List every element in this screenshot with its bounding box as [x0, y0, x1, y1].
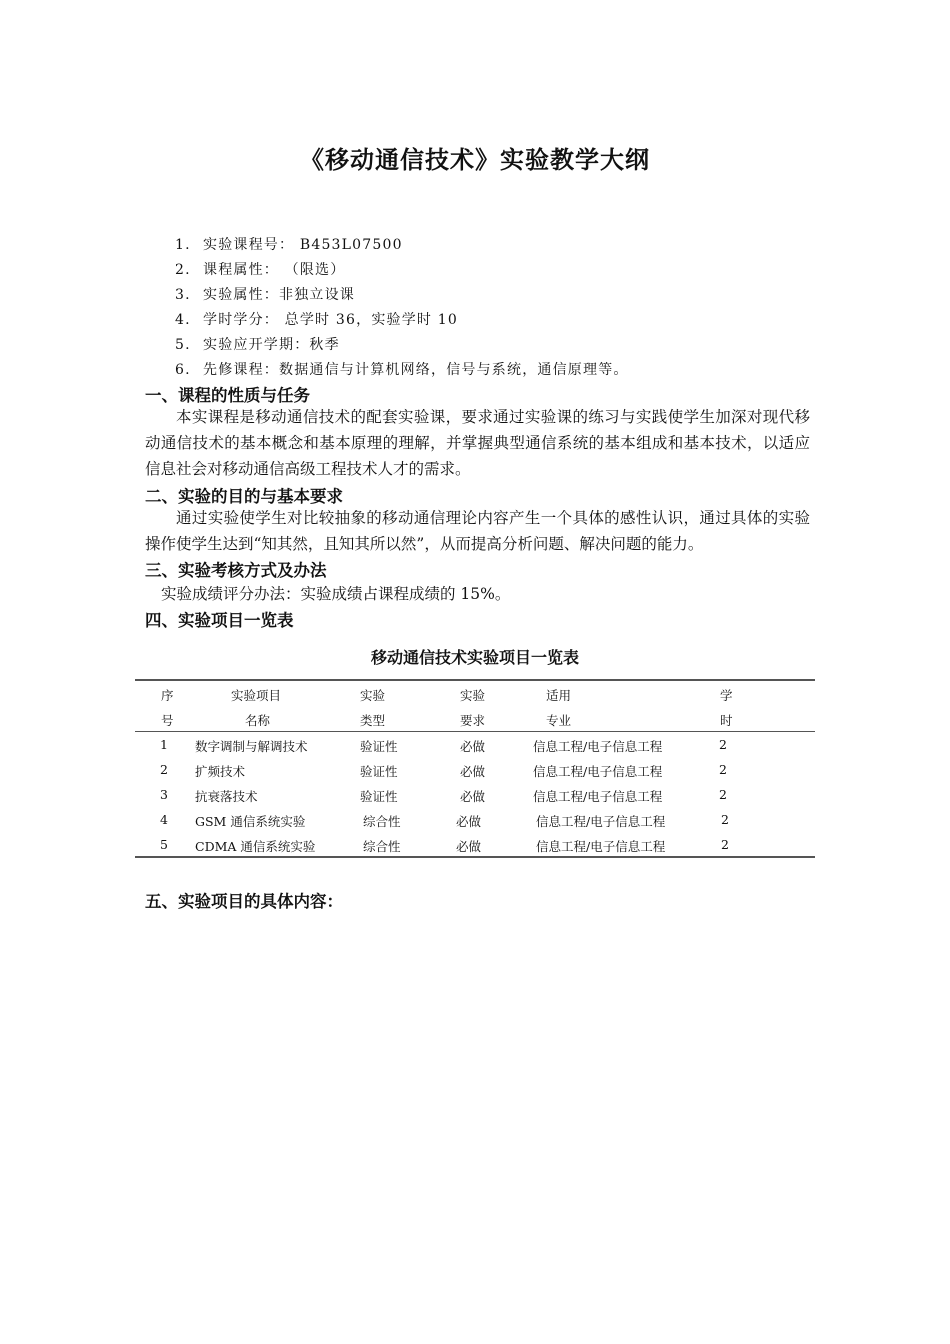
section-heading-assessment: 三、实验考核方式及办法: [145, 561, 327, 580]
info-number: 3.: [175, 287, 191, 303]
cell-requirement: 必做: [460, 764, 486, 779]
cell-type: 综合性: [363, 814, 401, 829]
header-cell-top: 序: [161, 688, 174, 703]
cell-index: 1: [160, 737, 168, 752]
cell-major: 信息工程/电子信息工程: [536, 839, 666, 854]
info-number: 6.: [175, 362, 191, 378]
header-cell-top: 实验: [460, 688, 486, 703]
table-top-rule: [135, 679, 815, 681]
info-item-prerequisites: [175, 359, 629, 379]
section-body-assessment: 实验成绩评分办法：实验成绩占课程成绩的 15%。: [161, 585, 511, 603]
cell-project-name: 抗衰落技术: [195, 789, 258, 804]
cell-project-name: CDMA 通信系统实验: [195, 839, 316, 854]
cell-index: 5: [160, 837, 168, 852]
cell-major: 信息工程/电子信息工程: [533, 764, 663, 779]
cell-requirement: 必做: [460, 739, 486, 754]
cell-index: 3: [160, 787, 168, 802]
section-body-objectives: 通过实验使学生对比较抽象的移动通信理论内容产生一个具体的感性认识，通过具体的实验操作使学生达到“知其然，且知其所以然”，从而提高分析问题、解决问题的能力。: [145, 509, 810, 553]
info-number: 4.: [175, 312, 191, 328]
table-bottom-rule: [135, 856, 815, 858]
info-text: 先修课程：数据通信与计算机网络，信号与系统，通信原理等。: [203, 362, 629, 378]
cell-index: 2: [160, 762, 168, 777]
header-cell-bottom: 专业: [546, 713, 572, 728]
section-heading-nature: 一、课程的性质与任务: [145, 386, 310, 405]
section-heading-objectives: 二、实验的目的与基本要求: [145, 487, 343, 506]
info-text: 学时学分： 总学时 36，实验学时 10: [203, 312, 458, 328]
header-cell-bottom: 时: [720, 713, 733, 728]
section-heading-project-list: 四、实验项目一览表: [145, 611, 294, 630]
cell-type: 验证性: [360, 789, 398, 804]
cell-requirement: 必做: [460, 789, 486, 804]
header-cell-bottom: 类型: [360, 713, 386, 728]
header-cell-top: 学: [720, 688, 733, 703]
cell-hours: 2: [721, 837, 729, 852]
table-header-rule: [135, 731, 815, 732]
cell-hours: 2: [719, 762, 727, 777]
cell-hours: 2: [719, 787, 727, 802]
header-cell-bottom: 要求: [460, 713, 486, 728]
info-item-lab-attribute: [175, 284, 355, 304]
header-cell-bottom: 号: [161, 713, 174, 728]
section-body-nature: 本实课程是移动通信技术的配套实验课，要求通过实验课的练习与实践使学生加深对现代移动通信技术的基本概念和基本原理的理解，并掌握典型通信系统的基本组成和基本技术，以适应信息社会对移动通信高级工程技术人才的需求。: [145, 408, 810, 478]
cell-type: 验证性: [360, 739, 398, 754]
info-item-semester: [175, 334, 340, 354]
table-caption: 移动通信技术实验项目一览表: [370, 648, 579, 667]
header-cell-bottom: 名称: [245, 713, 271, 728]
cell-project-name: GSM 通信系统实验: [195, 814, 306, 829]
cell-type: 验证性: [360, 764, 398, 779]
info-number: 1.: [175, 237, 191, 253]
header-cell-top: 适用: [546, 688, 572, 703]
info-text: 实验课程号： B453L07500: [203, 237, 403, 253]
header-cell-top: 实验: [360, 688, 386, 703]
cell-major: 信息工程/电子信息工程: [533, 739, 663, 754]
section-heading-project-details: 五、实验项目的具体内容：: [145, 892, 343, 911]
cell-project-name: 数字调制与解调技术: [195, 739, 308, 754]
cell-hours: 2: [719, 737, 727, 752]
info-text: 课程属性： （限选）: [203, 262, 346, 278]
info-item-hours-credits: [175, 309, 458, 329]
info-text: 实验属性：非独立设课: [203, 287, 355, 303]
info-number: 2.: [175, 262, 191, 278]
header-cell-top: 实验项目: [231, 688, 282, 703]
cell-requirement: 必做: [456, 839, 482, 854]
info-number: 5.: [175, 337, 191, 353]
cell-project-name: 扩频技术: [195, 764, 246, 779]
info-item-course-attribute: [175, 259, 345, 279]
cell-major: 信息工程/电子信息工程: [536, 814, 666, 829]
document-title: 《移动通信技术》实验教学大纲: [300, 146, 650, 174]
cell-major: 信息工程/电子信息工程: [533, 789, 663, 804]
cell-hours: 2: [721, 812, 729, 827]
cell-type: 综合性: [363, 839, 401, 854]
info-text: 实验应开学期：秋季: [203, 337, 340, 353]
info-item-course-number: [175, 234, 403, 254]
cell-index: 4: [160, 812, 168, 827]
cell-requirement: 必做: [456, 814, 482, 829]
